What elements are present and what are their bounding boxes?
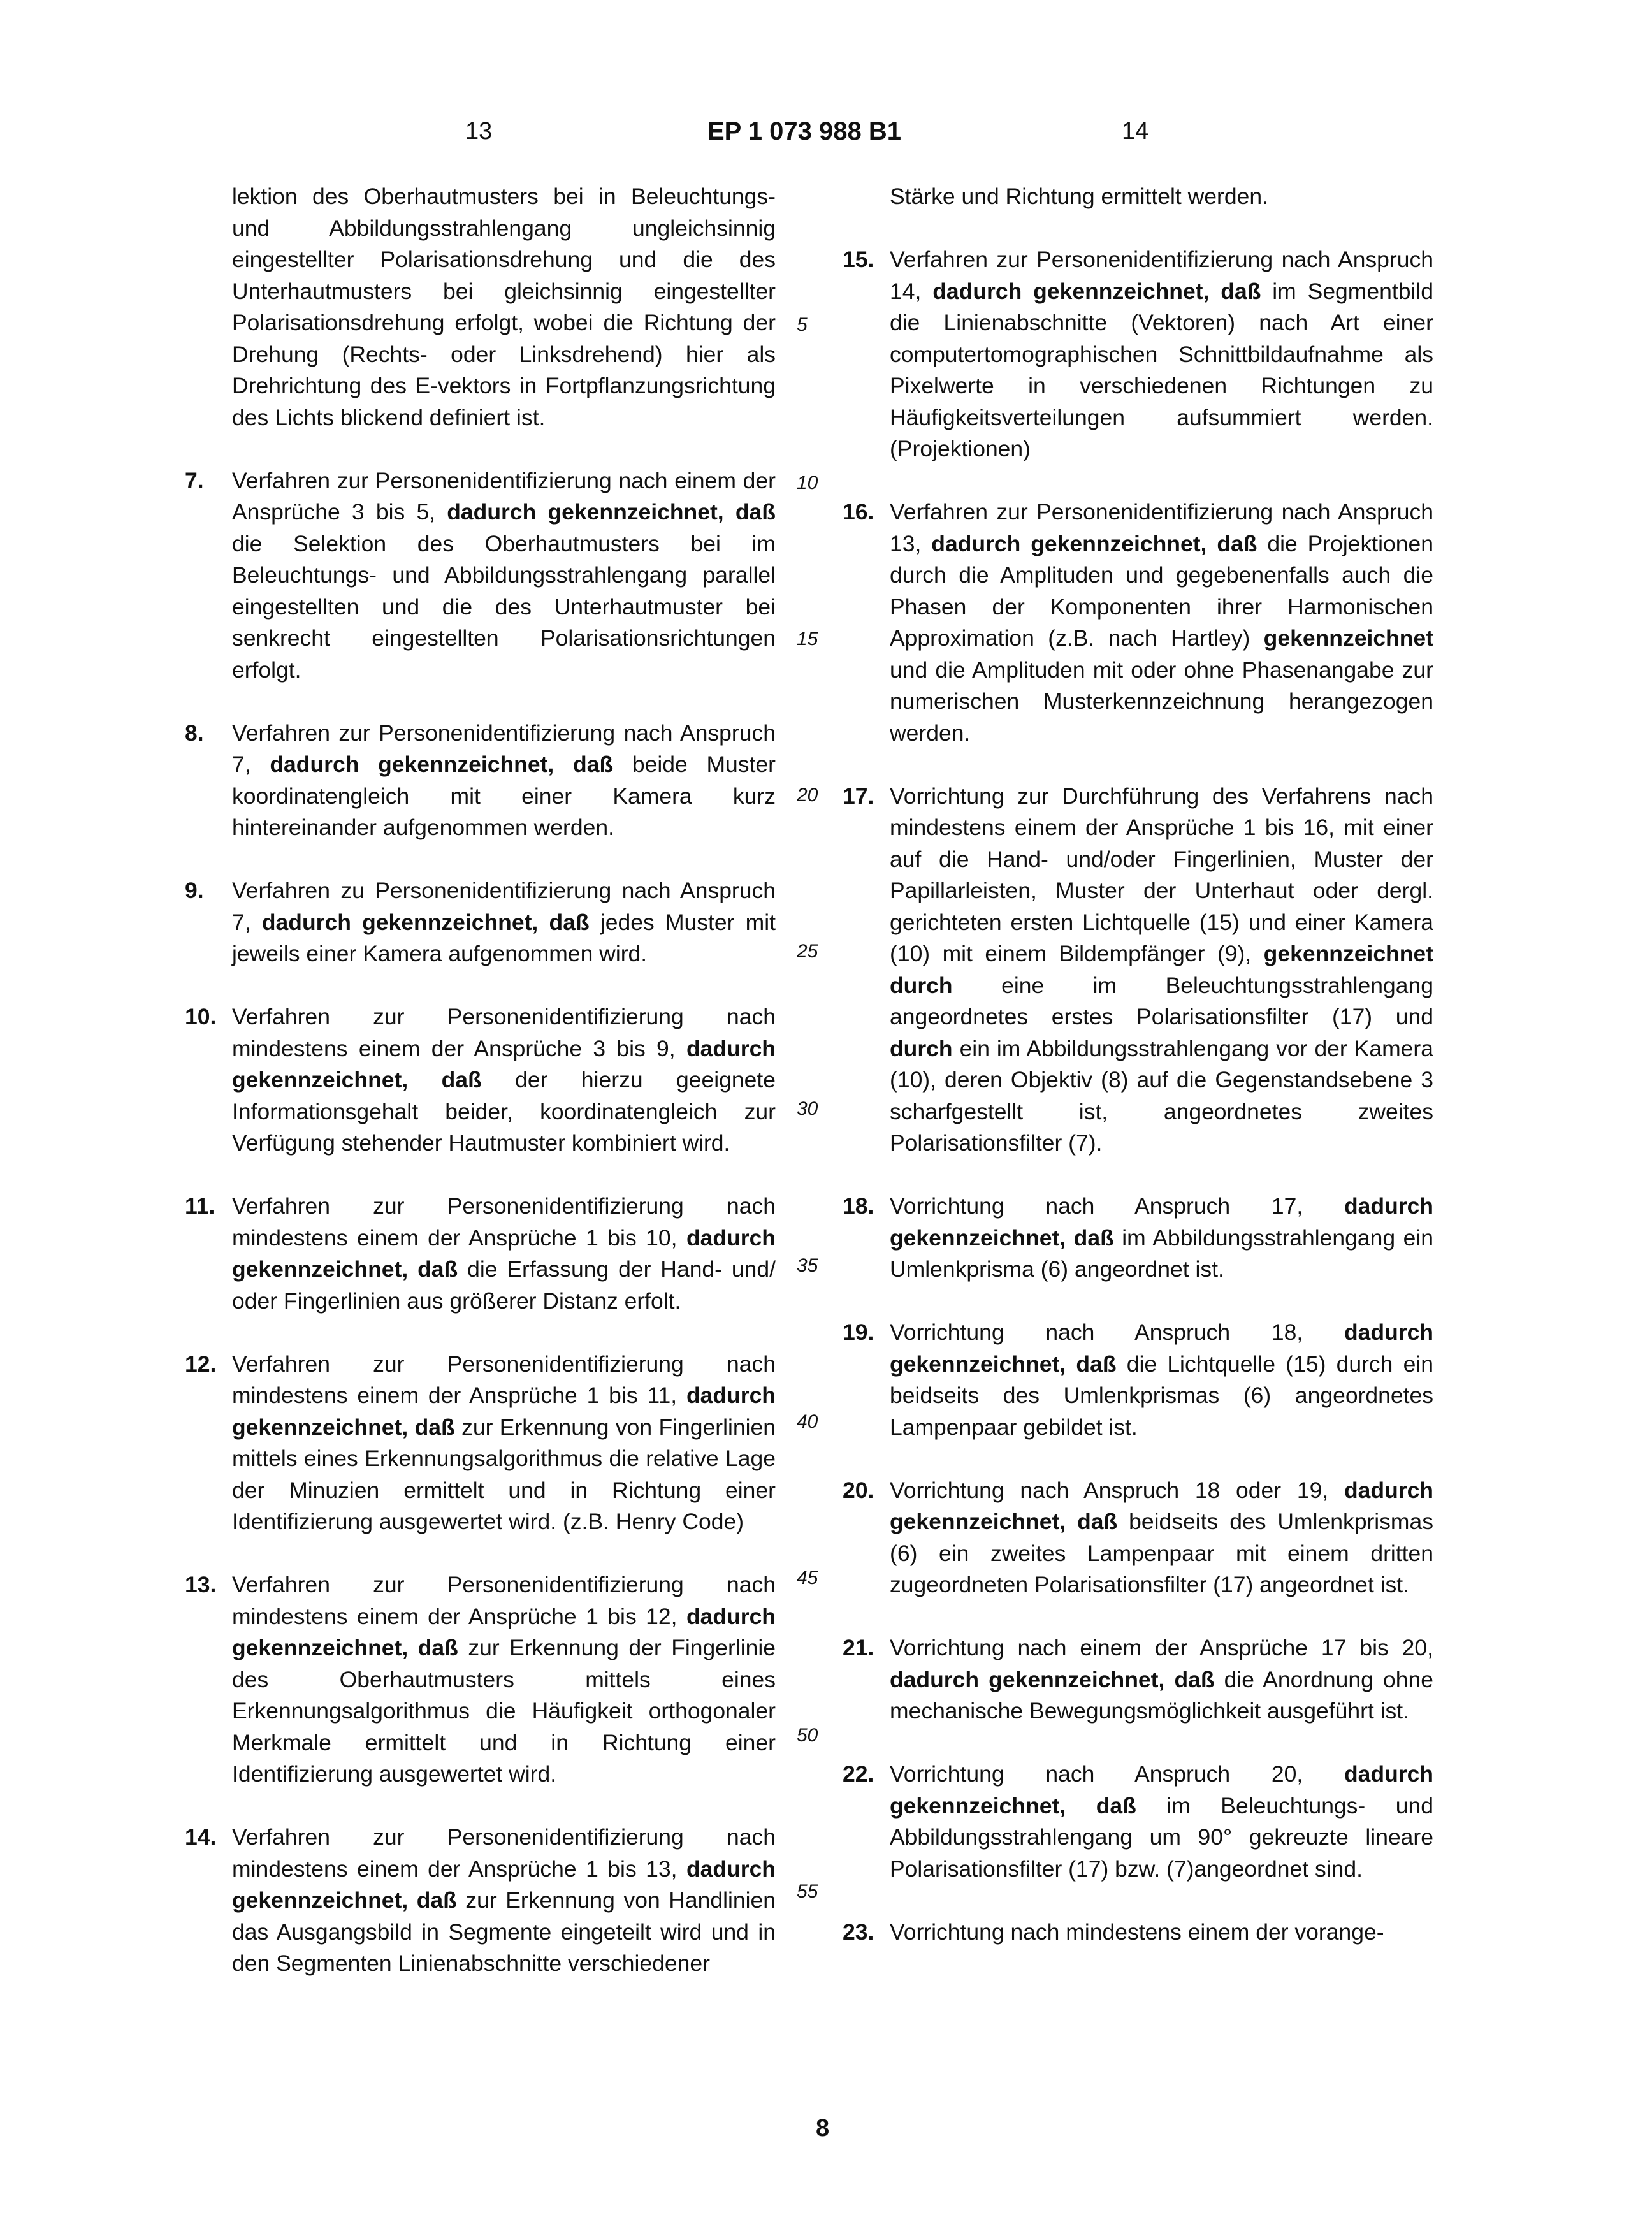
claim-text: beide Muster koordinatengleich mit einer Kamera kurz hintereinander aufgenommen werden. (232, 751, 776, 840)
claim-keyword: dadurch gekennzeichnet, daß (232, 1224, 776, 1282)
claim-number: 18. (843, 1193, 874, 1219)
claim-number: 13. (185, 1572, 217, 1597)
claim-keyword: dadurch gekennzeichnet, daß (890, 1477, 1433, 1534)
claim-text: eine im Beleuchtungsstrahlengang angeordnetes erstes Polarisationsfilter (17) und (890, 972, 1433, 1029)
page-number-footer: 8 (816, 2115, 830, 2142)
left-column (185, 181, 776, 1980)
claim-number: 20. (843, 1477, 874, 1503)
claim-text: der hierzu geeignete Informationsgehalt beider, koordinatengleich zur Verfügung stehender Hautmuster kombiniert wird. (232, 1067, 776, 1156)
claim-item (843, 497, 1433, 749)
claim-number: 12. (185, 1351, 217, 1377)
claim-number: 16. (843, 499, 874, 525)
claim-text: die Projektionen durch die Amplituden und gegebenenfalls auch die Phasen der Komponenten ihrer Harmonischen Approximation (z.B. nach Hartley) (890, 530, 1433, 651)
claim-keyword: dadurch gekennzeichnet, daß (447, 499, 776, 525)
claim-text: Verfahren zu Personenidentifizierung nach Anspruch 7, (232, 878, 776, 935)
claim-item (185, 718, 776, 844)
left-continuation-text: lektion des Oberhautmusters bei in Beleuchtungs- und Abbildungsstrahlengang ungleichsinnig eingestellter Polarisationsdrehung und die des Unterhautmusters bei gleichsinnig eingestellter Polarisationsdrehung erfolgt, wobei die Richtung der Drehung (Rechts- oder Linksdrehend) hier als Drehrichtung des E-vektors in Fortpflanzungsrichtung des Lichts blickend definiert ist. (232, 184, 776, 430)
claim-number: 9. (185, 878, 204, 903)
left-claims-list (185, 465, 776, 1980)
claim-text: Vorrichtung zur Durchführung des Verfahrens nach mindestens einem der Ansprüche 1 bis 16, mit einer auf die Hand- und/oder Fingerlinien, Muster der Papillarleisten, Muster der Unterhaut oder dergl. gerichteten ersten Lichtquelle (15) und einer Kamera (10) mit einem Bildempfänger (9), (890, 783, 1433, 966)
right-continuation-text: Stärke und Richtung ermittelt werden. (890, 184, 1268, 209)
right-claims-list (843, 244, 1433, 1948)
page-number-right: 14 (1122, 118, 1149, 145)
claim-item (185, 1822, 776, 1980)
claim-text: Verfahren zur Personenidentifizierung nach Anspruch 13, (890, 499, 1433, 556)
claim-number: 22. (843, 1761, 874, 1787)
line-number: 40 (797, 1411, 818, 1432)
claim-text: Vorrichtung nach einem der Ansprüche 17 bis 20, (890, 1635, 1433, 1660)
claim-text: Verfahren zur Personenidentifizierung nach mindestens einem der Ansprüche 1 bis 13, (232, 1824, 776, 1882)
claim-text: Vorrichtung nach Anspruch 20, (890, 1761, 1344, 1787)
claim-number: 15. (843, 247, 874, 272)
claim-text: Verfahren zur Personenidentifizierung nach mindestens einem der Ansprüche 1 bis 12, (232, 1572, 776, 1629)
claim-text: Vorrichtung nach mindestens einem der vorange- (890, 1919, 1384, 1945)
claim-item (843, 1632, 1433, 1727)
claim-text: zur Erkennung von Fingerlinien mittels eines Erkennungsalgorithmus die relative Lage der Minuzien ermittelt und in Richtung einer Identifizierung ausgewertet wird. (z.B. Henry Code) (232, 1414, 776, 1534)
line-number: 55 (797, 1881, 818, 1902)
line-number: 25 (797, 941, 818, 962)
claim-text: die Erfassung der Hand- und/ oder Fingerlinien aus größerer Distanz erfolt. (232, 1256, 776, 1314)
right-column (843, 181, 1433, 1948)
claim-text: ein im Abbildungsstrahlengang vor der Kamera (10), deren Objektiv (8) auf die Gegenstandsebene 3 scharfgestellt ist, angeordnetes zweites Polarisationsfilter (7). (890, 1035, 1433, 1156)
claim-keyword: dadurch gekennzeichnet, daß (232, 1855, 776, 1913)
claim-text: Verfahren zur Personenidentifizierung nach einem der Ansprüche 3 bis 5, (232, 467, 776, 525)
claim-keyword: dadurch gekennzeichnet, daß (261, 909, 590, 935)
claim-keyword: dadurch gekennzeichnet, daß (232, 1603, 776, 1660)
claim-number: 21. (843, 1635, 874, 1660)
claim-item (185, 1349, 776, 1538)
claim-text: Verfahren zur Personenidentifizierung nach mindestens einem der Ansprüche 3 bis 9, (232, 1004, 776, 1061)
page-number-left: 13 (465, 118, 493, 145)
claim-item (843, 1475, 1433, 1601)
line-number: 20 (797, 785, 818, 806)
line-number: 10 (797, 472, 818, 493)
claim-number: 7. (185, 467, 204, 493)
claim-item (185, 1569, 776, 1790)
claim-item (843, 1759, 1433, 1885)
claim-text: zur Erkennung von Handlinien das Ausgangsbild in Segmente eingeteilt wird und in den Segmenten Linienabschnitte verschiedener (232, 1887, 776, 1976)
claim-text: Vorrichtung nach Anspruch 17, (890, 1193, 1344, 1219)
claim-text: beidseits des Umlenkprismas (6) ein zweites Lampenpaar mit einem dritten zugeordneten Polarisationsfilter (17) angeordnet ist. (890, 1509, 1433, 1597)
line-number: 15 (797, 628, 818, 650)
claim-keyword: durch (890, 1035, 953, 1061)
claim-text: Vorrichtung nach Anspruch 18, (890, 1319, 1344, 1345)
claim-keyword: dadurch gekennzeichnet, daß (232, 1383, 776, 1440)
claim-text: im Abbildungsstrahlengang ein Umlenkprisma (6) angeordnet ist. (890, 1224, 1433, 1282)
claim-item (185, 1001, 776, 1159)
claim-text: Verfahren zur Personenidentifizierung nach mindestens einem der Ansprüche 1 bis 10, (232, 1193, 776, 1251)
claim-keyword: dadurch gekennzeichnet, daß (890, 1761, 1433, 1819)
claim-item (185, 465, 776, 686)
line-number: 35 (797, 1255, 818, 1276)
claim-keyword: gekennzeichnet durch (890, 941, 1433, 998)
claim-text: jedes Muster mit jeweils einer Kamera aufgenommen wird. (232, 909, 776, 966)
line-number: 30 (797, 1098, 818, 1119)
claim-keyword: dadurch gekennzeichnet, daß (890, 1193, 1433, 1251)
claim-text: die Selektion des Oberhautmusters bei im Beleuchtungs- und Abbildungsstrahlengang parallel eingestellten und die des Unterhautmuster bei senkrecht eingestellten Polarisationsrichtungen erfolgt. (232, 530, 776, 683)
line-number: 50 (797, 1725, 818, 1746)
claim-keyword: dadurch gekennzeichnet, daß (270, 751, 614, 777)
claim-text: zur Erkennung der Fingerlinie des Oberhautmusters mittels eines Erkennungsalgorithmus die Häufigkeit orthogonaler Merkmale ermittelt und in Richtung einer Identifizierung ausgewertet wird. (232, 1635, 776, 1787)
claim-number: 8. (185, 720, 204, 746)
claim-number: 14. (185, 1824, 217, 1850)
claim-item (843, 1917, 1433, 1949)
claim-keyword: dadurch gekennzeichnet, daß (931, 530, 1257, 556)
claim-keyword: dadurch gekennzeichnet, daß (932, 278, 1261, 304)
claim-item (185, 875, 776, 970)
claim-text: Verfahren zur Personenidentifizierung nach Anspruch 7, (232, 720, 776, 777)
claim-text: Verfahren zur Personenidentifizierung nach mindestens einem der Ansprüche 1 bis 11, (232, 1351, 776, 1408)
claim-number: 23. (843, 1919, 874, 1945)
claim-item (843, 1317, 1433, 1443)
claim-number: 19. (843, 1319, 874, 1345)
line-number: 5 (797, 314, 808, 335)
claim-item (843, 781, 1433, 1159)
claim-item (185, 1191, 776, 1317)
claim-keyword: dadurch gekennzeichnet, daß (232, 1035, 776, 1093)
claim-keyword: dadurch gekennzeichnet, daß (890, 1666, 1215, 1692)
claim-number: 10. (185, 1004, 217, 1029)
claim-item (843, 1191, 1433, 1286)
claim-text: im Beleuchtungs- und Abbildungsstrahlengang um 90° gekreuzte lineare Polarisationsfilter (17) bzw. (7)angeordnet sind. (890, 1792, 1433, 1882)
claim-item (843, 244, 1433, 465)
claim-text: die Lichtquelle (15) durch ein beidseits des Umlenkprismas (6) angeordnetes Lampenpaar gebildet ist. (890, 1351, 1433, 1440)
publication-number: EP 1 073 988 B1 (707, 117, 901, 145)
claim-keyword: gekennzeichnet (1263, 625, 1433, 651)
line-number: 45 (797, 1567, 818, 1588)
claim-number: 17. (843, 783, 874, 809)
claim-text: die Anordnung ohne mechanische Bewegungsmöglichkeit ausgeführt ist. (890, 1666, 1433, 1724)
claim-text: und die Amplituden mit oder ohne Phasenangabe zur numerischen Musterkennzeichnung herangezogen werden. (890, 657, 1433, 746)
claim-number: 11. (185, 1193, 215, 1219)
claim-text: Vorrichtung nach Anspruch 18 oder 19, (890, 1477, 1344, 1503)
claim-text: Verfahren zur Personenidentifizierung nach Anspruch 14, (890, 247, 1433, 304)
claim-text: im Segmentbild die Linienabschnitte (Vektoren) nach Art einer computertomographischen Schnittbildaufnahme als Pixelwerte in verschiedenen Richtungen zu Häufigkeitsverteilungen aufsummiert werden. (Projektionen) (890, 278, 1433, 461)
claim-keyword: dadurch gekennzeichnet, daß (890, 1319, 1433, 1377)
